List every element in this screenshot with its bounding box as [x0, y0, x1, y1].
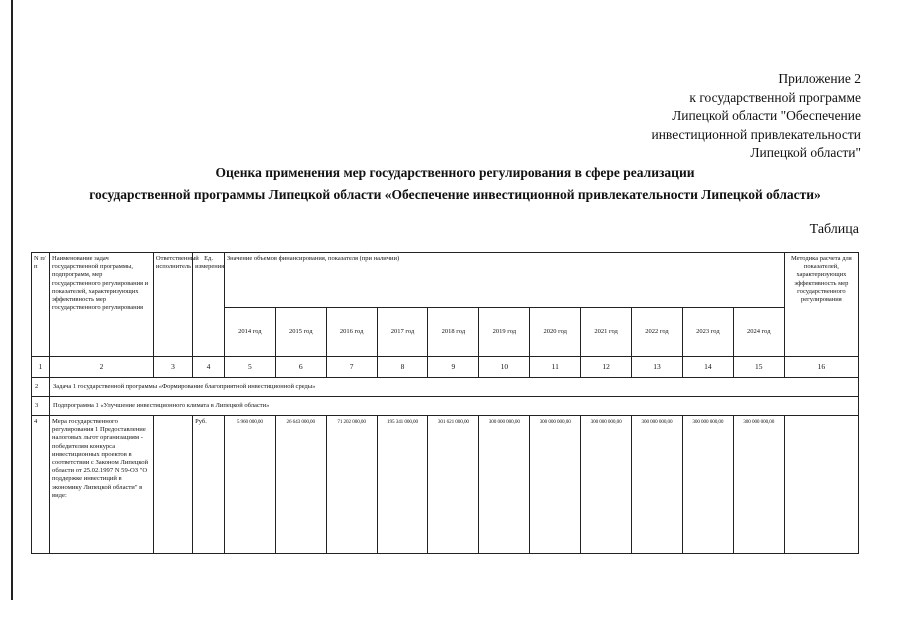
- column-number: 8: [377, 357, 428, 378]
- measure-row: [32, 416, 859, 554]
- column-number: 12: [581, 357, 632, 378]
- column-number: 16: [784, 357, 858, 378]
- year-header: 2018 год: [428, 308, 479, 357]
- column-number: 15: [733, 357, 784, 378]
- appendix-line: к государственной программе: [689, 89, 861, 105]
- value-cell: 300 000 000,00: [581, 416, 632, 554]
- title-line: Оценка применения мер государственного регулирования в сфере реализации: [215, 165, 695, 180]
- column-number: 10: [479, 357, 530, 378]
- value-cell: 5 960 000,00: [224, 416, 275, 554]
- document-title: [30, 162, 880, 206]
- measure-unit: Руб.: [193, 416, 225, 554]
- header-name: Наименование задач государственной программы, подпрограмм, мер государственного регулирования и показателей, характеризующих эффективность мер государственного регулирования: [50, 253, 154, 357]
- header-row: [32, 253, 859, 308]
- header-executor: Ответственный исполнитель: [153, 253, 192, 357]
- row-number: 3: [32, 397, 50, 416]
- measure-method: [784, 416, 858, 554]
- year-header: 2022 год: [632, 308, 683, 357]
- header-num: N п/ п: [32, 253, 50, 357]
- task-row: [32, 378, 859, 397]
- scan-edge-line: [11, 0, 13, 600]
- column-number: 9: [428, 357, 479, 378]
- year-header: 2024 год: [733, 308, 784, 357]
- subprogram-row: [32, 397, 859, 416]
- column-number: 5: [224, 357, 275, 378]
- year-header: 2019 год: [479, 308, 530, 357]
- year-header: 2016 год: [326, 308, 377, 357]
- header-method: Методика расчета для показателей, характеризующих эффективность мер государственного регулирования: [784, 253, 858, 357]
- value-cell: 300 000 000,00: [530, 416, 581, 554]
- column-number: 1: [32, 357, 50, 378]
- title-line: государственной программы Липецкой области «Обеспечение инвестиционной привлекательности Липецкой области»: [89, 187, 821, 202]
- year-header: 2021 год: [581, 308, 632, 357]
- appendix-line: Липецкой области": [750, 145, 861, 160]
- value-cell: 300 000 000,00: [479, 416, 530, 554]
- value-cell: 195 341 000,00: [377, 416, 428, 554]
- column-number: 14: [682, 357, 733, 378]
- value-cell: 301 621 000,00: [428, 416, 479, 554]
- column-number: 4: [193, 357, 225, 378]
- value-cell: 300 000 000,00: [733, 416, 784, 554]
- column-number: 7: [326, 357, 377, 378]
- row-number: 4: [32, 416, 50, 554]
- column-number: 2: [50, 357, 154, 378]
- year-header: 2023 год: [682, 308, 733, 357]
- year-header: 2020 год: [530, 308, 581, 357]
- regulation-table: [31, 252, 859, 554]
- subprogram-text: Подпрограмма 1 «Улучшение инвестиционного климата в Липецкой области»: [50, 397, 859, 416]
- table-label: Таблица: [809, 222, 859, 237]
- row-number: 2: [32, 378, 50, 397]
- year-header: 2017 год: [377, 308, 428, 357]
- column-number: 6: [275, 357, 326, 378]
- measure-name: Мера государственного регулирования 1 Предоставление налоговых льгот организациям - победителям конкурса инвестиционных проектов в соответствии с Законом Липецкой области от 25.02.1997 N 59-ОЗ "О поддержке инвестиций в экономику Липецкой области" в виде:: [50, 416, 154, 554]
- appendix-line: инвестиционной привлекательности: [651, 126, 861, 142]
- task-text: Задача 1 государственной программы «Формирование благоприятной инвестиционной среды»: [50, 378, 859, 397]
- year-header: 2014 год: [224, 308, 275, 357]
- value-cell: 300 000 000,00: [682, 416, 733, 554]
- column-number: 3: [153, 357, 192, 378]
- appendix-line: Липецкой области "Обеспечение: [672, 108, 861, 123]
- column-number: 13: [632, 357, 683, 378]
- column-number-row: [32, 357, 859, 378]
- column-number: 11: [530, 357, 581, 378]
- header-unit: Ед. измерения: [193, 253, 225, 357]
- appendix-note: [651, 70, 861, 163]
- measure-executor: [153, 416, 192, 554]
- year-header: 2015 год: [275, 308, 326, 357]
- header-finance: Значение объемов финансирования, показателя (при наличии): [224, 253, 784, 308]
- value-cell: 300 000 000,00: [632, 416, 683, 554]
- value-cell: 71 202 000,00: [326, 416, 377, 554]
- appendix-line: Приложение 2: [778, 71, 861, 86]
- value-cell: 26 643 000,00: [275, 416, 326, 554]
